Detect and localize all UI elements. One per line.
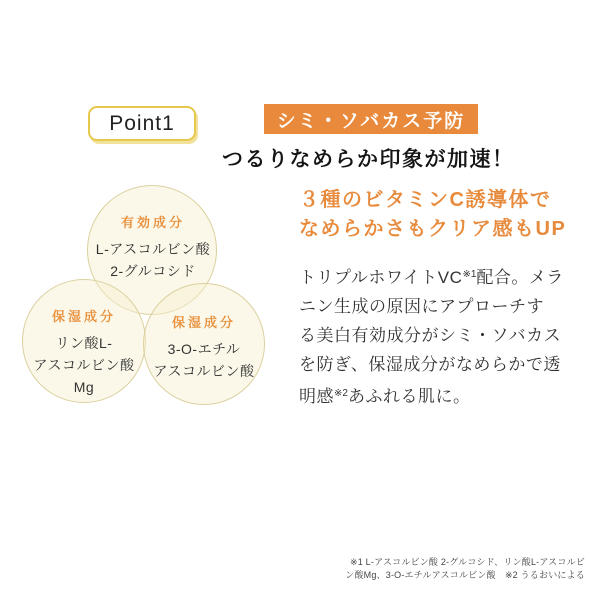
point-badge-label: Point1: [109, 111, 175, 135]
headline: つるりなめらか印象が加速！: [222, 148, 515, 171]
venn-label-moisturizing-right: [139, 312, 269, 382]
description-text: 明感: [299, 387, 334, 406]
footnote: [305, 556, 585, 582]
ingredient-category: 保湿成分: [171, 315, 236, 330]
description-text: 配合。メラ: [476, 268, 564, 287]
description-line: ニン生成の原因にアプローチす: [299, 297, 544, 316]
description-line: [299, 379, 589, 411]
description-text: トリプルホワイトVC: [299, 268, 463, 287]
description-line: [299, 260, 589, 292]
description-text: あふれる肌に。: [347, 387, 471, 406]
venn-label-active-ingredient: [83, 212, 223, 282]
ingredient-name: Mg: [73, 379, 95, 395]
point-badge: [88, 106, 196, 141]
subheading-line: なめらかさもクリア感もUP: [299, 218, 567, 240]
benefit-banner: [264, 104, 478, 134]
venn-label-moisturizing-left: [14, 306, 154, 398]
ingredient-name: アスコルビン酸: [33, 357, 135, 373]
description-paragraph: [299, 260, 589, 411]
ingredient-name: L-アスコルビン酸: [95, 241, 211, 257]
footnote-marker-2: ※2: [334, 388, 348, 399]
ingredient-category: 保湿成分: [51, 309, 116, 324]
subheading-line: ３種のビタミンC誘導体で: [299, 189, 552, 211]
ingredient-name: アスコルビン酸: [153, 363, 255, 379]
ingredient-category: 有効成分: [120, 215, 185, 230]
description-line: を防ぎ、保湿成分がなめらかで透: [299, 355, 561, 374]
footnote-line: ※1 L-アスコルビン酸 2-グルコシド、リン酸L-アスコルビ: [350, 557, 585, 567]
ingredient-name: リン酸L-: [55, 335, 113, 351]
description-line: る美白有効成分がシミ・ソバカス: [299, 326, 562, 345]
subheading: [299, 186, 589, 244]
benefit-banner-label: シミ・ソバカス予防: [276, 110, 466, 132]
footnote-marker-1: ※1: [462, 269, 477, 280]
ingredient-name: 3-O-エチル: [167, 341, 241, 357]
ingredient-name: 2-グルコシド: [110, 263, 196, 279]
footnote-line: ン酸Mg、3-O-エチルアスコルビン酸 ※2 うるおいによる: [345, 570, 585, 580]
